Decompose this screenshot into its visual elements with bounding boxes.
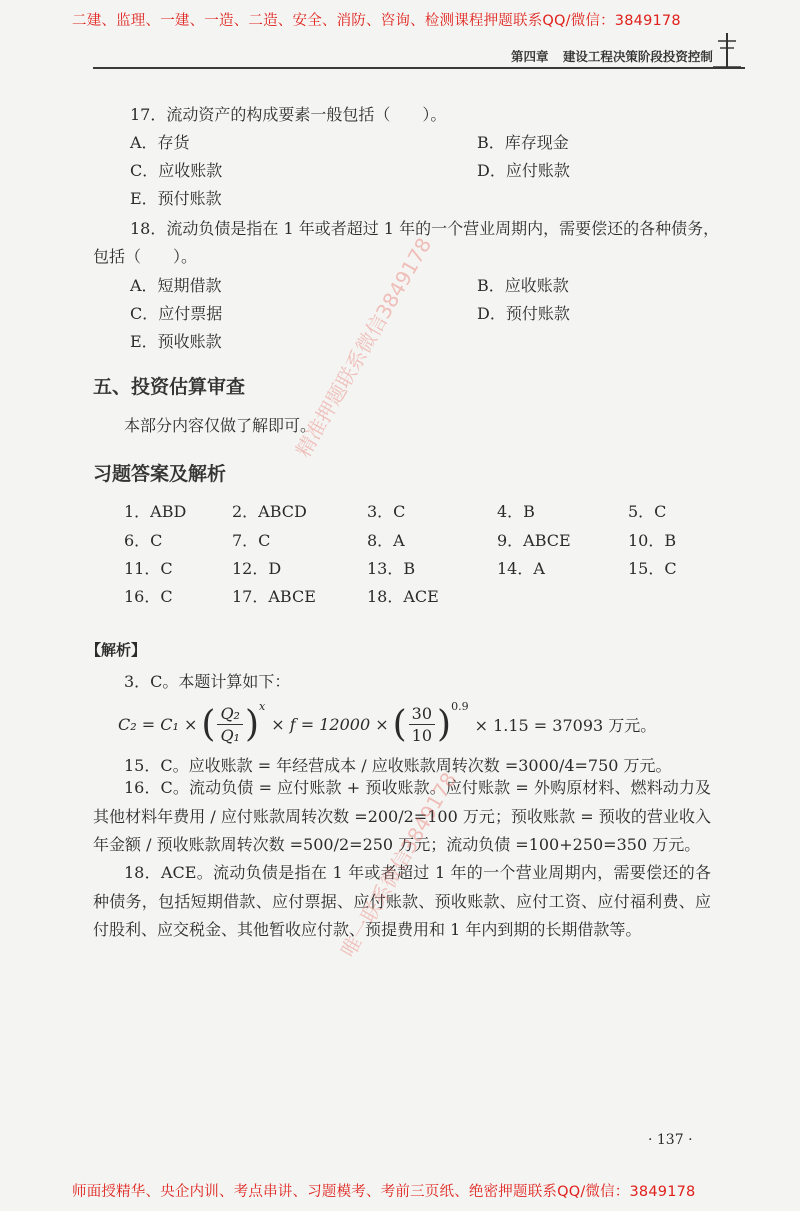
frac-denominator: Q₁: [220, 725, 240, 745]
analysis-q15: 15．C。应收账款 = 年经营成本 / 应收账款周转次数 =3000/4=750 万元。: [124, 756, 672, 775]
answer-item: 12．D: [232, 559, 282, 578]
answers-heading: 习题答案及解析: [93, 463, 227, 485]
answer-item: 6．C: [124, 531, 163, 550]
answer-item: 5．C: [628, 502, 667, 521]
q18-option-a: A．短期借款: [130, 276, 222, 295]
chapter-label: [511, 47, 713, 65]
answer-item: 15．C: [628, 559, 677, 578]
answer-item: 11．C: [124, 559, 173, 578]
analysis-label: 【解析】: [86, 641, 147, 659]
answer-item: 3．C: [367, 502, 406, 521]
formula-exponent: 0.9: [451, 700, 469, 713]
answer-item: 13．B: [367, 559, 416, 578]
answer-item: 14．A: [497, 559, 545, 578]
formula-mid: × f = 12000 ×: [271, 714, 389, 734]
formula-rhs: × 1.15 = 37093 万元。: [474, 715, 657, 735]
answer-item: 18．ACE: [367, 587, 439, 606]
formula-fraction-q: [217, 704, 243, 745]
frac-numerator: 30: [409, 704, 435, 725]
q18-option-b: B．应收账款: [477, 276, 569, 295]
question-17-stem: 17．流动资产的构成要素一般包括（ ）。: [130, 105, 447, 124]
q17-option-b: B．库存现金: [477, 133, 569, 152]
chapter-title: 建设工程决策阶段投资控制: [562, 49, 713, 64]
paren-left: (: [392, 703, 407, 745]
answer-item: 2．ABCD: [232, 502, 307, 521]
paren-left: (: [201, 703, 216, 745]
answer-item: 17．ABCE: [232, 587, 316, 606]
promo-banner-bottom: 师面授精华、央企内训、考点串讲、习题模考、考前三页纸、绝密押题联系QQ/微信：3849178: [72, 1184, 696, 1200]
q17-option-c: C．应收账款: [130, 161, 223, 180]
analysis-q3-intro: 3．C。本题计算如下：: [124, 672, 291, 691]
analysis-q16: 16．C。流动负债 = 应付账款 + 预收账款。应付账款 = 外购原材料、燃料动力及其他材料年费用 / 应付账款周转次数 =200/2=100 万元；预收账款 = 预收的营业收入年金额 / 预收账款周转次数 =500/2=250 万元；流动负债 =100+250=350 万元。: [93, 778, 711, 854]
section-5-heading: 五、投资估算审查: [93, 376, 246, 398]
analysis-q18: 18．ACE。流动负债是指在 1 年或者超过 1 年的一个营业周期内，需要偿还的各种债务，包括短期借款、应付票据、应付账款、预收账款、应付工资、应付福利费、应付股利、应交税金、其他暂收应付款、预提费用和 1 年内到期的长期借款等。: [93, 863, 711, 939]
question-18-stem-line1: 18．流动负债是指在 1 年或者超过 1 年的一个营业周期内，需要偿还的各种债务，: [130, 219, 720, 238]
q17-option-e: E．预付账款: [130, 189, 222, 208]
formula-fraction-capacity: [409, 704, 435, 745]
watermark-diagonal: 唯一联系微信3849178: [335, 768, 462, 962]
answer-item: 8．A: [367, 531, 405, 550]
frac-numerator: Q₂: [217, 704, 243, 725]
question-18-stem-line2: 包括（ ）。: [93, 247, 198, 266]
answer-item: 7．C: [232, 531, 271, 550]
watermark-diagonal: 精准押题联系微信3849178: [290, 233, 437, 462]
chapter-number: 第四章: [511, 49, 549, 64]
paren-right: ): [437, 703, 452, 745]
section-5-text: 本部分内容仅做了解即可。: [124, 416, 317, 435]
q17-option-d: D．应付账款: [477, 161, 570, 180]
q18-option-d: D．预付账款: [477, 304, 570, 323]
formula-lhs: C₂ = C₁ ×: [118, 714, 198, 734]
header-rule: [93, 67, 745, 69]
answer-item: 1．ABD: [124, 502, 187, 521]
q18-option-e: E．预收账款: [130, 332, 222, 351]
q18-option-c: C．应付票据: [130, 304, 223, 323]
pole-icon: [710, 31, 744, 69]
answer-item: 16．C: [124, 587, 173, 606]
analysis-formula: [118, 694, 656, 754]
answer-item: 4．B: [497, 502, 535, 521]
page-number: · 137 ·: [648, 1132, 693, 1148]
answer-item: 9．ABCE: [497, 531, 571, 550]
promo-banner-top: 二建、监理、一建、一造、二造、安全、消防、咨询、检测课程押题联系QQ/微信：3849178: [72, 13, 681, 29]
frac-denominator: 10: [411, 725, 433, 745]
formula-exponent-x: x: [259, 700, 266, 713]
answer-item: 10．B: [628, 531, 677, 550]
paren-right: ): [244, 703, 260, 745]
q17-option-a: A．存货: [130, 133, 190, 152]
